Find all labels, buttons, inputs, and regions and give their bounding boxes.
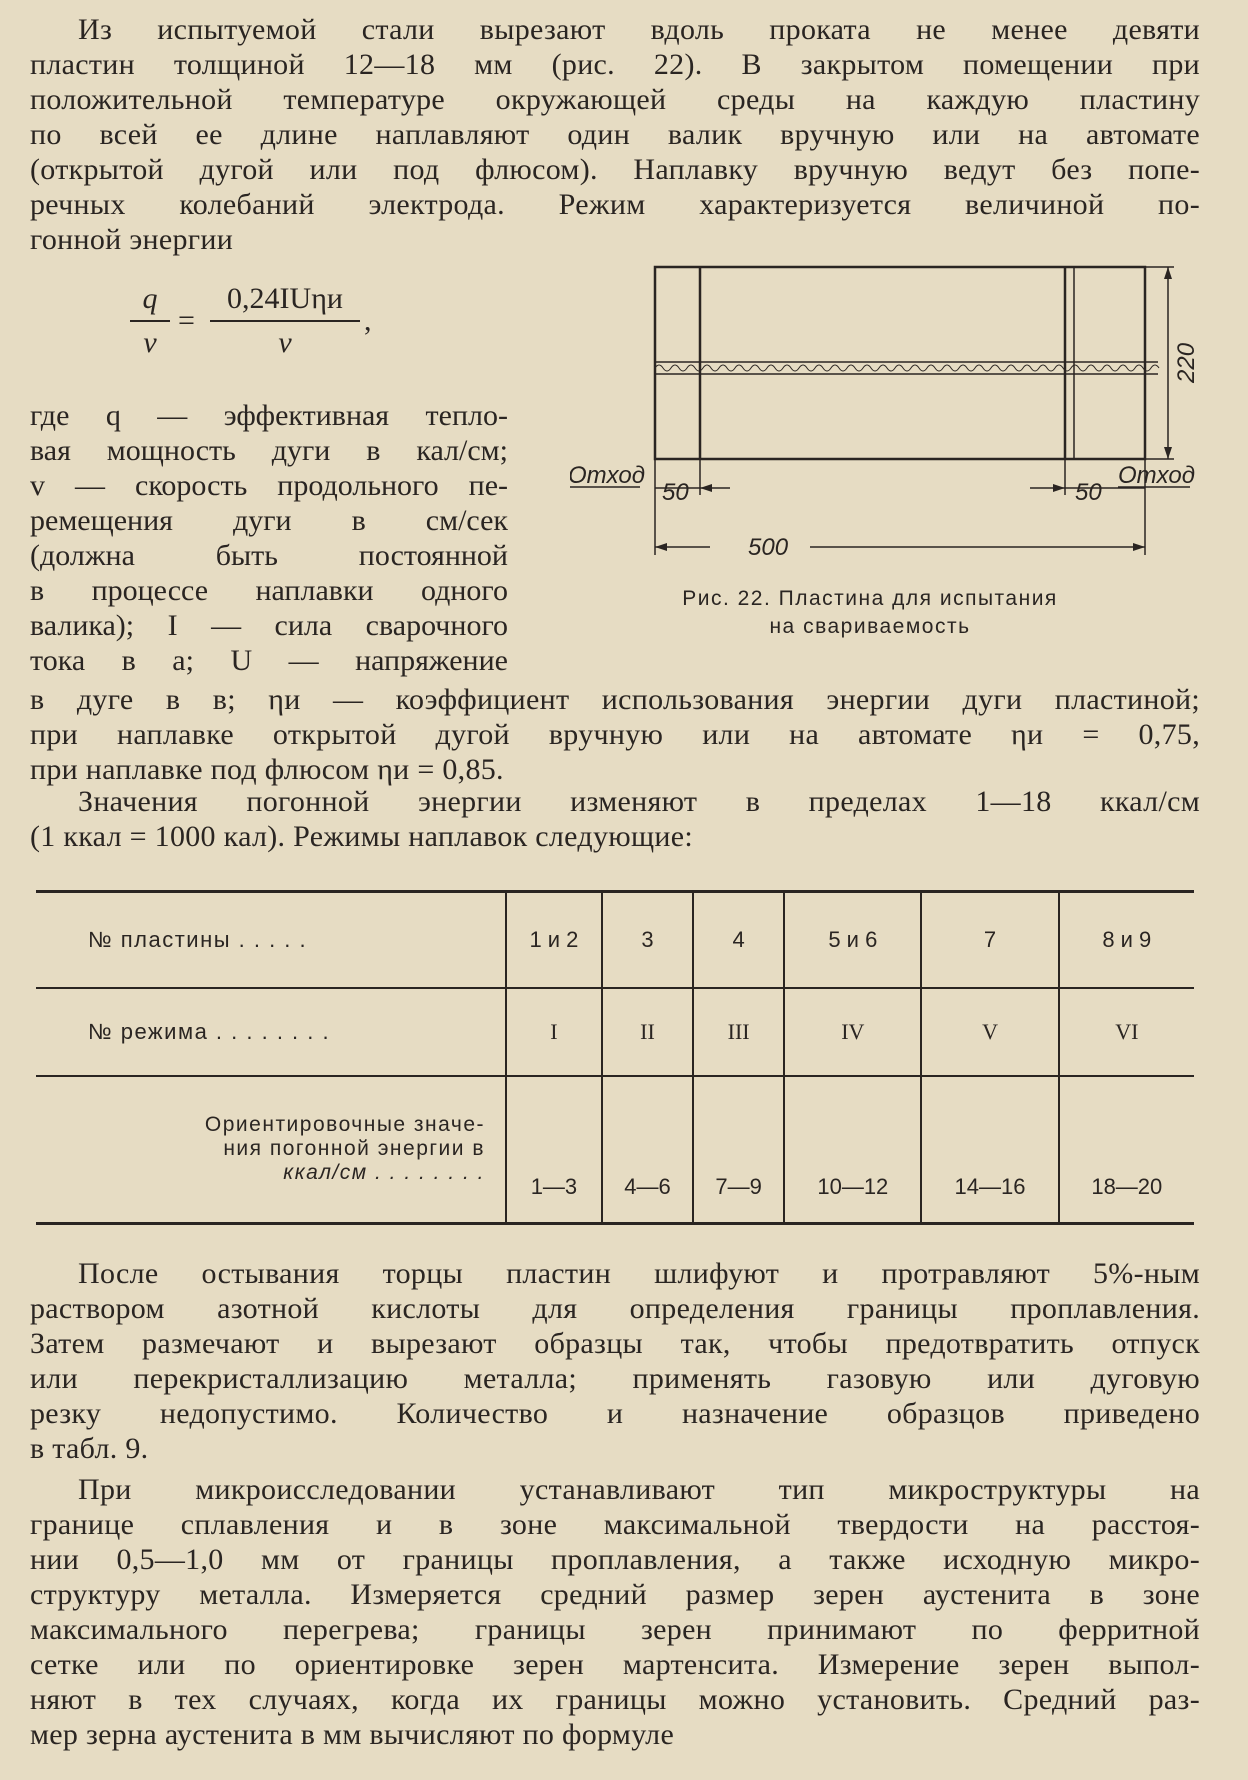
- fraction-bar: [130, 320, 170, 322]
- table-cell: 1 и 2: [506, 892, 602, 988]
- row-header-plate: № пластины . . . . .: [36, 892, 506, 988]
- figure-caption: [590, 585, 1150, 641]
- text-line: мер зерна аустенита в мм вычисляют по формуле: [30, 1718, 675, 1751]
- text-line: (открытой дугой или под флюсом). Наплавку вручную ведут без попе-: [30, 153, 1200, 186]
- waste-label-left: Отход: [570, 462, 646, 489]
- microstructure-paragraph: [30, 1472, 1200, 1752]
- table-cell: 4: [693, 892, 784, 988]
- table-cell: 8 и 9: [1059, 892, 1194, 988]
- formula-equals: =: [178, 304, 195, 337]
- table-cell: III: [693, 988, 784, 1076]
- text-line: гонной энергии: [30, 223, 234, 256]
- text-line: по всей ее длине наплавляют один валик вручную или на автомате: [30, 118, 1200, 151]
- row-header-energy: [36, 1076, 506, 1224]
- dim-right-label: 50: [1075, 479, 1102, 506]
- text-line: сетке или по ориентировке зерен мартенсита. Измерение зерен выпол-: [30, 1648, 1200, 1681]
- dim-left-label: 50: [662, 479, 689, 506]
- text-line: где q — эффективная тепло-: [30, 399, 508, 432]
- header-line: ккал/см . . . . . . . .: [283, 1161, 485, 1185]
- table-cell: II: [602, 988, 693, 1076]
- text-line: в дуге в в; ηи — коэффициент использования энергии дуги пластиной;: [30, 683, 1200, 716]
- table-row: [36, 988, 1194, 1076]
- text-line: при наплавке открытой дугой вручную или на автомате ηи = 0,75,: [30, 718, 1200, 751]
- formula-lhs: [130, 282, 170, 360]
- formula-lhs-denominator: v: [143, 326, 157, 359]
- intro-paragraph: [30, 12, 1200, 257]
- table-cell: V: [921, 988, 1058, 1076]
- text-line: Значения погонной энергии изменяют в пределах 1—18 ккал/см: [78, 785, 1200, 818]
- formula-rhs-numerator: 0,24IUηи: [227, 282, 343, 315]
- text-line: или перекристаллизацию металла; применять газовую или дуговую: [30, 1362, 1200, 1395]
- header-line: ния погонной энергии в: [223, 1137, 485, 1161]
- table-cell: 14—16: [921, 1076, 1058, 1224]
- fraction-bar: [210, 320, 360, 322]
- dim-length-label: 500: [748, 534, 789, 561]
- header-line: Ориентировочные значе-: [204, 1113, 485, 1137]
- text-line: (должна быть постоянной: [30, 539, 508, 572]
- table-cell: 7—9: [693, 1076, 784, 1224]
- text-line: няют в тех случаях, когда их границы можно установить. Средний раз-: [30, 1683, 1200, 1716]
- plate-figure: [570, 255, 1210, 575]
- plate-outline: [655, 267, 1145, 459]
- text-line: Затем размечают и вырезают образцы так, чтобы предотвратить отпуск: [30, 1327, 1200, 1360]
- table-cell: 7: [921, 892, 1058, 988]
- caption-line: на свариваемость: [769, 615, 971, 638]
- formula-rhs-denominator: v: [278, 326, 292, 359]
- text-line: структуру металла. Измеряется средний размер зерен аустенита в зоне: [30, 1578, 1200, 1611]
- text-line: v — скорость продольного пе-: [30, 469, 508, 502]
- table-cell: I: [506, 988, 602, 1076]
- text-line: (1 ккал = 1000 кал). Режимы наплавок следующие:: [30, 820, 693, 853]
- table-cell: 5 и 6: [784, 892, 921, 988]
- text-line: тока в а; U — напряжение: [30, 644, 508, 677]
- table-cell: 4—6: [602, 1076, 693, 1224]
- text-line: при наплавке под флюсом ηи = 0,85.: [30, 753, 504, 786]
- text-line: границе сплавления и в зоне максимальной твердости на расстоя-: [30, 1508, 1200, 1541]
- text-line: резку недопустимо. Количество и назначение образцов приведено: [30, 1397, 1200, 1430]
- text-line: ремещения дуги в см/сек: [30, 504, 508, 537]
- waste-label-right: Отход: [1118, 462, 1196, 489]
- text-line: речных колебаний электрода. Режим характеризуется величиной по-: [30, 188, 1200, 221]
- text-line: После остывания торцы пластин шлифуют и протравляют 5%-ным: [78, 1257, 1200, 1290]
- table-cell: IV: [784, 988, 921, 1076]
- caption-line: Рис. 22. Пластина для испытания: [682, 587, 1058, 610]
- formula-legend-continuation: [30, 682, 1200, 787]
- formula-lhs-numerator: q: [142, 282, 158, 315]
- heat-input-formula: [120, 282, 420, 372]
- text-line: валика); I — сила сварочного: [30, 609, 508, 642]
- energy-paragraph: [30, 784, 1200, 854]
- dim-height-label: 220: [1173, 342, 1200, 383]
- text-line: положительной температуре окружающей среды на каждую пластину: [30, 83, 1200, 116]
- text-line: При микроисследовании устанавливают тип микроструктуры на: [78, 1473, 1200, 1506]
- cooling-paragraph: [30, 1256, 1200, 1466]
- modes-table: [36, 890, 1194, 1228]
- formula-legend: [30, 398, 508, 678]
- text-line: нии 0,5—1,0 мм от границы проплавления, а также исходную микро-: [30, 1543, 1200, 1576]
- text-line: пластин толщиной 12—18 мм (рис. 22). В закрытом помещении при: [30, 48, 1200, 81]
- row-header-mode: № режима . . . . . . . .: [36, 988, 506, 1076]
- text-line: вая мощность дуги в кал/см;: [30, 434, 508, 467]
- text-line: раствором азотной кислоты для определения границы проплавления.: [30, 1292, 1200, 1325]
- text-line: в процессе наплавки одного: [30, 574, 508, 607]
- weld-bead-hatch: [655, 365, 1159, 371]
- text-line: максимального перегрева; границы зерен принимают по ферритной: [30, 1613, 1200, 1646]
- text-line: в табл. 9.: [30, 1432, 149, 1465]
- text-line: Из испытуемой стали вырезают вдоль проката не менее девяти: [78, 13, 1200, 46]
- table-cell: 3: [602, 892, 693, 988]
- table-cell: 10—12: [784, 1076, 921, 1224]
- table-cell: VI: [1059, 988, 1194, 1076]
- formula-comma: ,: [364, 304, 372, 337]
- table-cell: 18—20: [1059, 1076, 1194, 1224]
- plate-drawing: [570, 255, 1210, 575]
- table-row: [36, 892, 1194, 988]
- table-cell: 1—3: [506, 1076, 602, 1224]
- formula-rhs: [210, 282, 360, 360]
- table-row: [36, 1076, 1194, 1224]
